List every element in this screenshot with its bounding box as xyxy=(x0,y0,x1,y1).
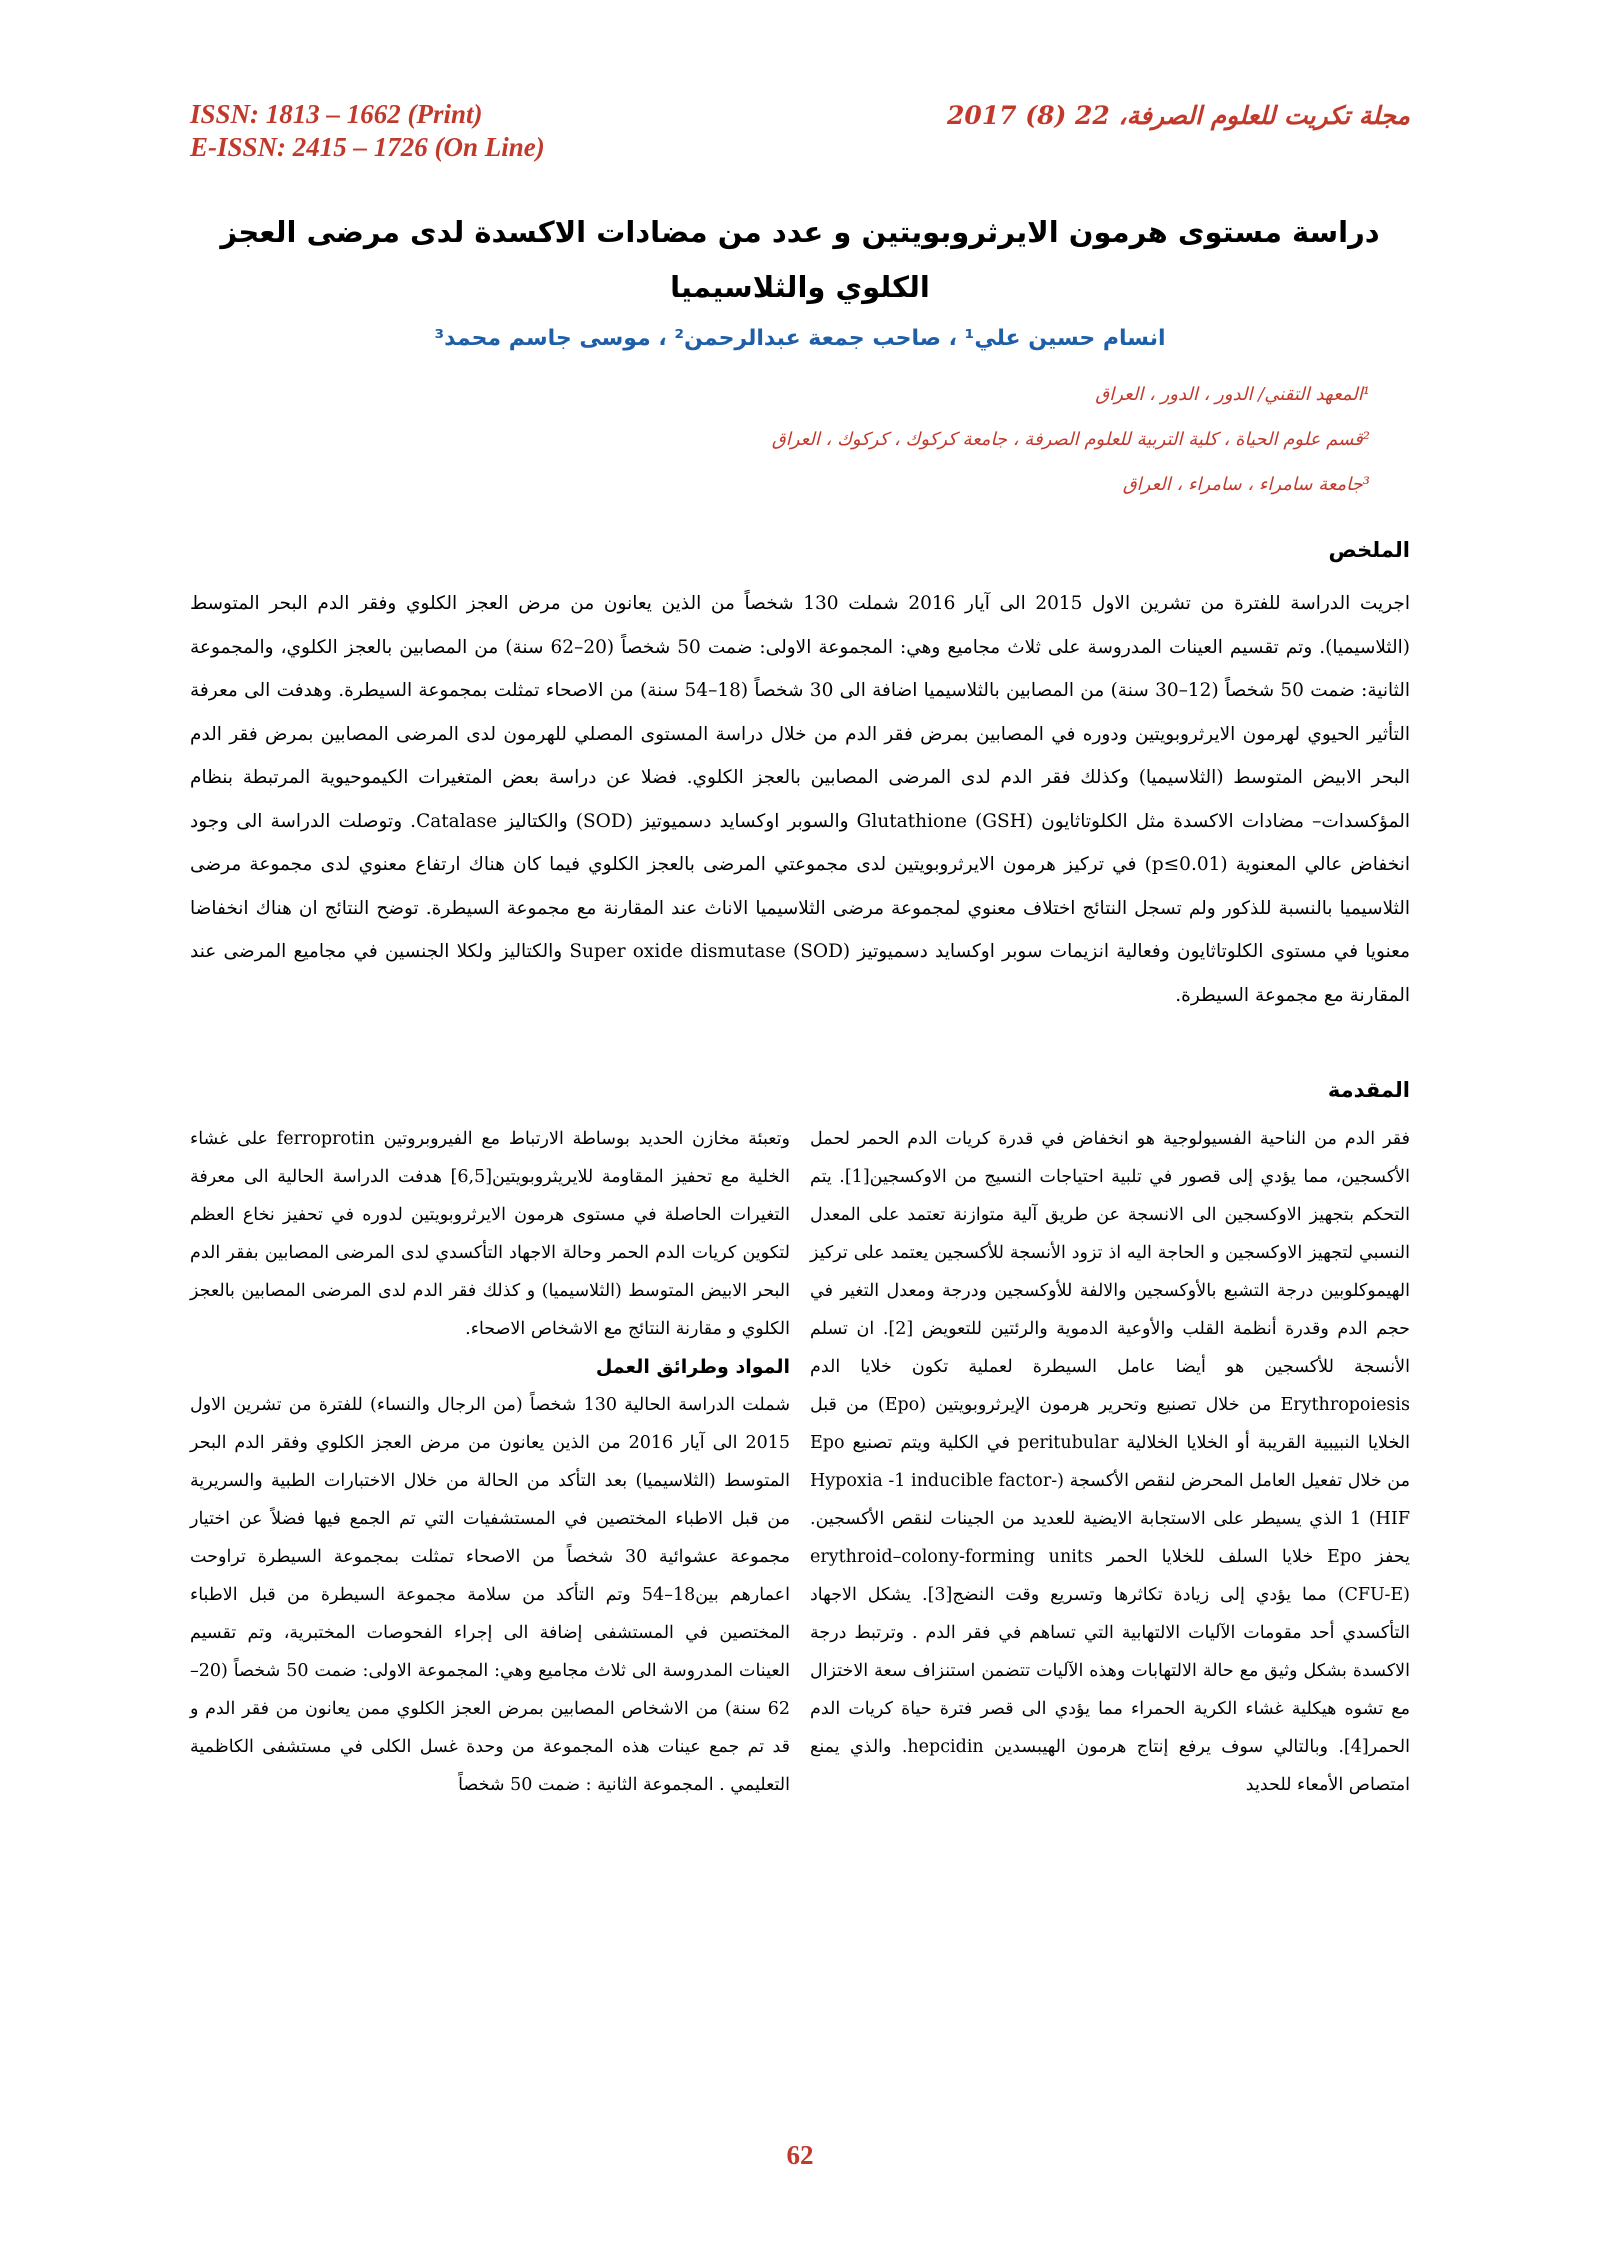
affiliation-3: ³جامعة سامراء ، سامراء ، العراق xyxy=(1122,474,1370,495)
intro-right-column xyxy=(810,1120,1410,1804)
paper-title: دراسة مستوى هرمون الايرثروبويتين و عدد من مضادات الاكسدة لدى مرضى العجز الكلوي والثلاسيميا xyxy=(220,215,1380,304)
issn-print: ISSN: 1813 – 1662 (Print) xyxy=(190,99,483,129)
affiliations xyxy=(570,372,1370,507)
journal-header: مجلة تكريت للعلوم الصرفة، 22 (8) 2017 xyxy=(946,101,1410,130)
intro-paragraph-left: وتعبئة مخازن الحديد بوساطة الارتباط مع الفيروبروتين ferroprotin على غشاء الخلية مع تحفيز المقاومة للايريثروبويتين[6,5] هدفت الدراسة الحالية الى معرفة التغيرات الحاصلة في مستوى هرمون الايرثروبويتين لدوره في تحفيز نخاع العظم لتكوين كريات الدم الحمر وحالة الاجهاد التأكسدي لدى المرضى المصابين بفقر الدم البحر الابيض المتوسط (الثلاسيميا) و كذلك فقر الدم لدى المرضى المصابين بالعجز الكلوي و مقارنة النتائج مع الاشخاص الاصحاء. xyxy=(190,1129,790,1339)
affiliation-2: ²قسم علوم الحياة ، كلية التربية للعلوم الصرفة ، جامعة كركوك ، كركوك ، العراق xyxy=(771,429,1370,450)
abstract-text: اجريت الدراسة للفترة من تشرين الاول 2015 الى آيار 2016 شملت 130 شخصاً من الذين يعانون من مرض العجز الكلوي وفقر الدم البحر المتوسط (الثلاسيميا). وتم تقسيم العينات المدروسة على ثلاث مجاميع وهي: المجموعة الاولى: ضمت 50 شخصاً (20–62 سنة) من المصابين بالعجز الكلوي، والمجموعة الثانية: ضمت 50 شخصاً (12–30 سنة) من المصابين بالثلاسيميا اضافة الى 30 شخصاً (18–54 سنة) من الاصحاء تمثلت بمجموعة السيطرة. وهدفت الى معرفة التأثير الحيوي لهرمون الايرثروبويتين ودوره في المصابين بمرض فقر الدم من خلال دراسة المستوى المصلي للهرمون لدى المرضى المصابين بمرض فقر الدم البحر الابيض المتوسط (الثلاسيميا) وكذلك فقر الدم لدى المرضى المصابين بالعجز الكلوي. فضلا عن دراسة بعض المتغيرات الكيموحيوية المرتبطة بنظام المؤكسدات– مضادات الاكسدة مثل الكلوتاثايون Glutathione (GSH) والسوبر اوكسايد دسميوتيز (SOD) والكتاليز Catalase. وتوصلت الدراسة الى وجود انخفاض عالي المعنوية (p≤0.01) في تركيز هرمون الايرثروبويتين لدى مجموعتي المرضى بالعجز الكلوي فيما كان هناك ارتفاع معنوي لدى مجموعة مرضى الثلاسيميا بالنسبة للذكور ولم تسجل النتائج اختلاف معنوي لمجموعة مرضى الثلاسيميا الاناث عند المقارنة مع مجموعة السيطرة. توضح النتائج ان هناك انخفاضا معنويا في مستوى الكلوتاثايون وفعالية انزيمات سوبر اوكسايد دسميوتيز Super oxide dismutase (SOD) والكتاليز ولكلا الجنسين في مجاميع المرضى عند المقارنة مع مجموعة السيطرة. xyxy=(190,593,1411,1006)
abstract-heading: الملخص xyxy=(1328,538,1410,562)
authors-line: انسام حسين علي¹ ، صاحب جمعة عبدالرحمن² ، موسى جاسم محمد³ xyxy=(434,326,1166,351)
methods-heading: المواد وطرائق العمل xyxy=(595,1356,790,1378)
intro-heading: المقدمة xyxy=(1327,1078,1410,1102)
methods-paragraph: شملت الدراسة الحالية 130 شخصاً (من الرجال والنساء) للفترة من تشرين الاول 2015 الى آيار 2016 من الذين يعانون من مرض العجز الكلوي وفقر الدم البحر المتوسط (الثلاسيميا) بعد التأكد من الحالة من خلال الاختبارات الطبية والسريرية من قبل الاطباء المختصين في المستشفيات التي تم الجمع فيها فضلاً عن اختيار مجموعة عشوائية 30 شخصاً من الاصحاء تمثلت بمجموعة السيطرة تراوحت اعمارهم بين18–54 وتم التأكد من سلامة مجموعة السيطرة من قبل الاطباء المختصين في المستشفى إضافة الى إجراء الفحوصات المختبرية، وتم تقسيم العينات المدروسة الى ثلاث مجاميع وهي: المجموعة الاولى: ضمت 50 شخصاً (20–62 سنة) من الاشخاص المصابين بمرض العجز الكلوي ممن يعانون من فقر الدم و قد تم جمع عينات هذه المجموعة من وحدة غسل الكلى في مستشفى الكاظمية التعليمي . المجموعة الثانية : ضمت 50 شخصاً xyxy=(190,1395,791,1795)
issn-online: E-ISSN: 2415 – 1726 (On Line) xyxy=(190,132,545,162)
intro-paragraph-right: فقر الدم من الناحية الفسيولوجية هو انخفاض في قدرة كريات الدم الحمر لحمل الأكسجين، مما يؤدي إلى قصور في تلبية احتياجات النسيج من الاوكسجين[1]. يتم التحكم بتجهيز الاوكسجين الى الانسجة عن طريق آلية متوازنة تعتمد على المعدل النسبي لتجهيز الاوكسجين و الحاجة اليه اذ تزود الأنسجة للأكسجين يعتمد على تركيز الهيموكلوبين درجة التشبع بالأوكسجين والالفة للأوكسجين ودرجة ومعدل التغير في حجم الدم وقدرة أنظمة القلب والأوعية الدموية والرئتين للتعويض [2]. ان تسلم الأنسجة للأكسجين هو أيضا عامل السيطرة لعملية تكون خلايا الدم Erythropoiesis من خلال تصنيع وتحرير هرمون الإيرثروبويتين (Epo) من قبل الخلايا النبيبية القريبة أو الخلايا الخلالية peritubular في الكلية ويتم تصنيع Epo من خلال تفعيل العامل المحرض لنقص الأكسجة (Hypoxia -1 inducible factor-1 (HIF الذي يسيطر على الاستجابة الايضية للعديد من الجينات لنقص الأكسجين. يحفز Epo خلايا السلف للخلايا الحمر erythroid–colony-forming units (CFU-E) مما يؤدي إلى زيادة تكاثرها وتسريع وقت النضج[3]. يشكل الاجهاد التأكسدي أحد مقومات الآليات الالتهابية التي تساهم في فقر الدم . وترتبط درجة الاكسدة بشكل وثيق مع حالة الالتهابات وهذه الآليات تتضمن استنزاف سعة الاختزال مع تشوه هيكلية غشاء الكرية الحمراء مما يؤدي الى قصر فترة حياة كريات الدم الحمر[4]. وبالتالي سوف يرفع إنتاج هرمون الهيبسدين hepcidin. والذي يمنع امتصاص الأمعاء للحديد xyxy=(810,1129,1410,1795)
page-number: 62 xyxy=(786,2140,814,2170)
left-column xyxy=(190,1120,790,1804)
affiliation-1: ¹المعهد التقني/ الدور ، الدور ، العراق xyxy=(1095,384,1370,405)
issn-block xyxy=(190,98,545,164)
